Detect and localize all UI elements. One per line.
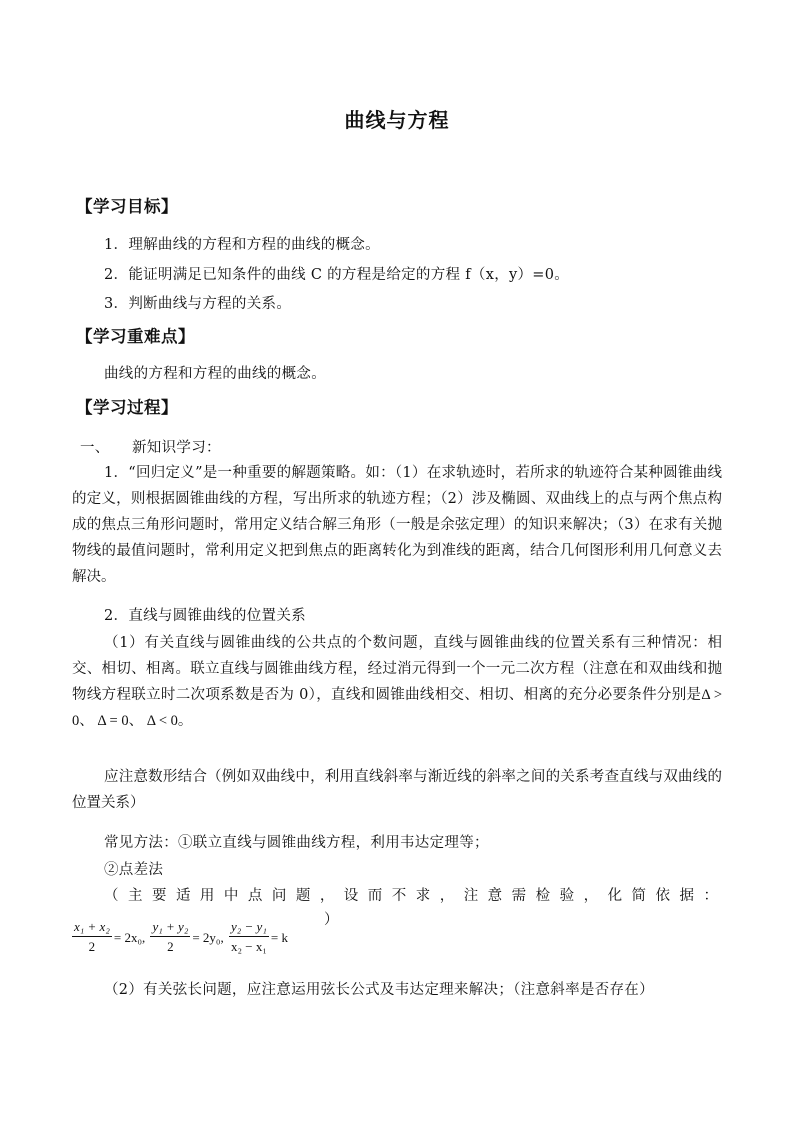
method-2-close-paren: ） bbox=[324, 912, 339, 928]
section-heading-process: 【学习过程】 bbox=[76, 398, 178, 417]
formula-rhs-3: = k bbox=[270, 929, 288, 945]
midpoint-formula bbox=[72, 918, 290, 957]
fraction-slope: $\frac{\text{y₂ − y₁}}{\text{x₂ − x₁}}$ bbox=[230, 919, 267, 954]
goal-item-3: 3．判断曲线与方程的关系。 bbox=[104, 296, 292, 312]
item-2-title: 2．直线与圆锥曲线的位置关系 bbox=[104, 608, 306, 624]
fraction-x-sum: $\frac{\text{x₁ + x₂}}{2}$ bbox=[74, 919, 110, 954]
formula-rhs-2: = 2y₀, bbox=[192, 929, 224, 945]
method-1: 常见方法：①联立直线与圆锥曲线方程，利用韦达定理等； bbox=[104, 835, 489, 851]
item-2-paragraph-3: （2）有关弦长问题，应注意运用弦长公式及韦达定理来解决；（注意斜率是否存在） bbox=[104, 982, 654, 998]
item-2-paragraph-2: 应注意数形结合（例如双曲线中，利用直线斜率与渐近线的斜率之间的关系考查直线与双曲线的位置关系） bbox=[72, 769, 722, 811]
item-2-paragraph-1 bbox=[72, 630, 722, 734]
part-title: 新知识学习： bbox=[132, 440, 221, 456]
section-heading-goals: 【学习目标】 bbox=[76, 197, 178, 216]
fraction-y-sum: $\frac{\text{y₁ + y₂}}{2}$ bbox=[152, 919, 189, 954]
method-2: ②点差法 bbox=[104, 862, 164, 878]
item-2-paragraph-1-text: （1）有关直线与圆锥曲线的公共点的个数问题，直线与圆锥曲线的位置关系有三种情况：相交、相切、相离。联立直线与圆锥曲线方程，经过消元得到一个一元二次方程（注意在和双曲线和抛物线方程联立时二次项系数是否为 0），直线和圆锥曲线相交、相切、相离的充分必要条件分别是 bbox=[72, 635, 722, 703]
difficulty-text: 曲线的方程和方程的曲线的概念。 bbox=[104, 366, 326, 382]
section-heading-difficulty: 【学习重难点】 bbox=[76, 327, 195, 346]
formula-rhs-1: = 2x₀, bbox=[113, 929, 146, 945]
item-1-paragraph: 1．“回归定义”是一种重要的解题策略。如：（1）在求轨迹时，若所求的轨迹符合某种圆锥曲线的定义，则根据圆锥曲线的方程，写出所求的轨迹方程；（2）涉及椭圆、双曲线上的点与两个焦点构成的焦点三角形问题时，常用定义结合解三角形（一般是余弦定理）的知识来解决；（3）在求有关抛物线的最值问题时，常利用定义把到焦点的距离转化为到准线的距离，结合几何图形利用几何意义去解决。 bbox=[72, 465, 722, 585]
discriminant-conditions: Δ > 0、 Δ = 0、 Δ < 0。 bbox=[72, 687, 722, 729]
goal-item-2: 2．能证明满足已知条件的曲线 C 的方程是给定的方程 f（x，y）=0。 bbox=[104, 267, 570, 283]
part-number: 一、 bbox=[80, 440, 110, 456]
method-2-note: （主要适用中点问题，设而不求，注意需检验，化简依据： bbox=[104, 888, 718, 904]
page-title: 曲线与方程 bbox=[344, 108, 450, 132]
goal-item-1: 1．理解曲线的方程和方程的曲线的概念。 bbox=[104, 237, 380, 253]
